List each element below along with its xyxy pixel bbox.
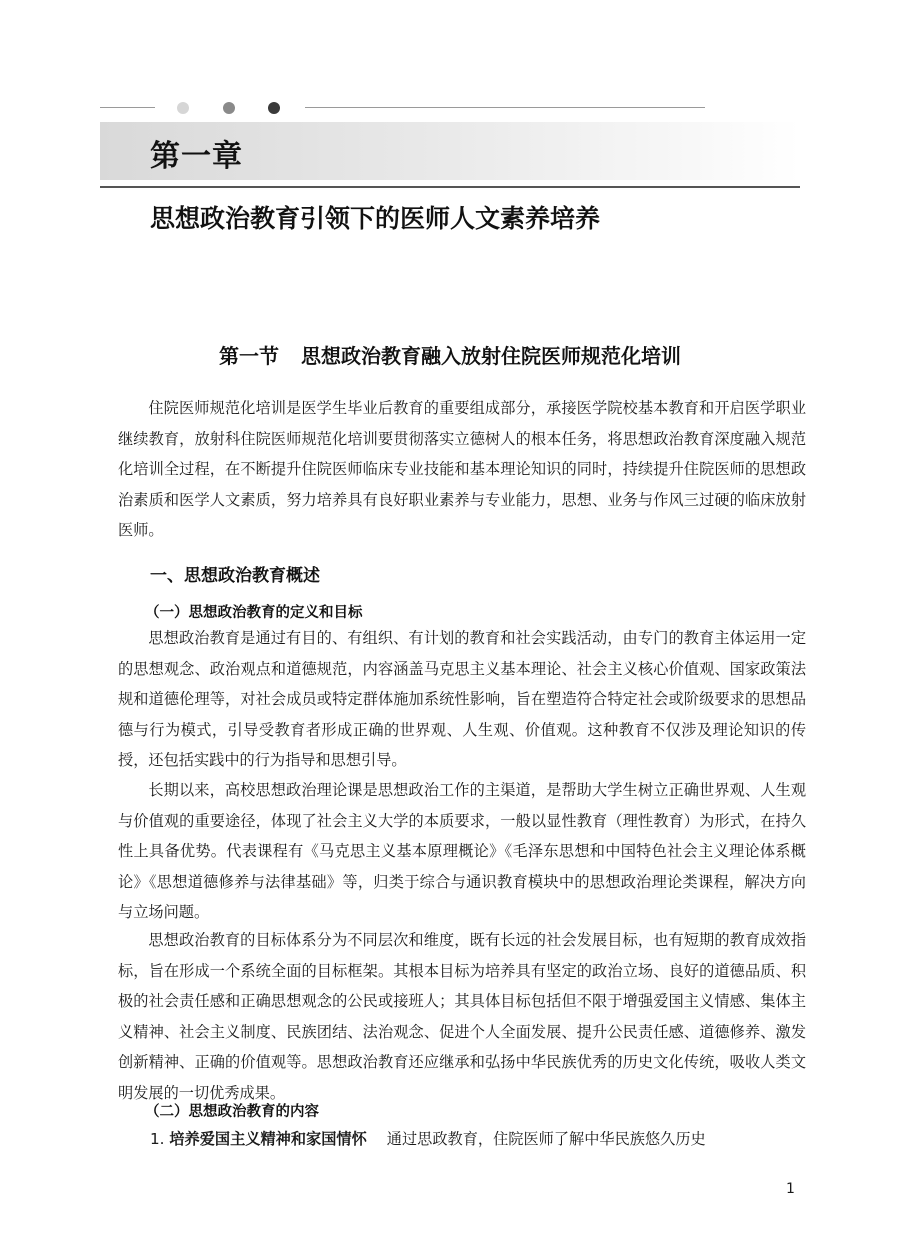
decorative-dot-dark	[268, 102, 280, 114]
item-heading: 培养爱国主义精神和家国情怀	[169, 1130, 367, 1148]
item-number: 1.	[150, 1130, 165, 1148]
definition-paragraph: 思想政治教育是通过有目的、有组织、有计划的教育和社会实践活动，由专门的教育主体运用一定的思想观念、政治观点和道德规范，内容涵盖马克思主义基本理论、社会主义核心价值观、国家政策法规和道德伦理等，对社会成员或特定群体施加系统性影响，旨在塑造符合特定社会或阶级要求的思想品德与行为模式，引导受教育者形成正确的世界观、人生观、价值观。这种教育不仅涉及理论知识的传授，还包括实践中的行为指导和思想引导。	[118, 629, 806, 769]
subheading-definition: （一）思想政治教育的定义和目标	[145, 605, 363, 621]
header-rule-left	[100, 107, 155, 108]
intro-paragraph: 住院医师规范化培训是医学生毕业后教育的重要组成部分，承接医学院校基本教育和开启医学职业继续教育，放射科住院医师规范化培训要贯彻落实立德树人的根本任务，将思想政治教育深度融入规范化培训全过程，在不断提升住院医师临床专业技能和基本理论知识的同时，持续提升住院医师的思想政治素质和医学人文素质，努力培养具有良好职业素养与专业能力，思想、业务与作风三过硬的临床放射医师。	[118, 399, 806, 539]
chapter-label: 第一章	[150, 139, 243, 174]
subheading-content: （二）思想政治教育的内容	[145, 1104, 319, 1120]
section-title-text: 思想政治教育融入放射住院医师规范化培训	[301, 344, 681, 368]
item-text: 通过思政教育，住院医师了解中华民族悠久历史	[386, 1130, 706, 1148]
decorative-dot-light	[177, 102, 189, 114]
decorative-dot-medium	[223, 102, 235, 114]
chapter-divider	[100, 186, 800, 188]
section-number: 第一节	[219, 344, 279, 368]
chapter-title: 思想政治教育引领下的医师人文素养培养	[150, 204, 601, 233]
goals-paragraph: 思想政治教育的目标体系分为不同层次和维度，既有长远的社会发展目标，也有短期的教育成效指标，旨在形成一个系统全面的目标框架。其根本目标为培养具有坚定的政治立场、良好的道德品质、积极的社会责任感和正确思想观念的公民或接班人；其具体目标包括但不限于增强爱国主义情感、集体主义精神、社会主义制度、民族团结、法治观念、促进个人全面发展、提升公民责任感、道德修养、激发创新精神、正确的价值观等。思想政治教育还应继承和弘扬中华民族优秀的历史文化传统，吸收人类文明发展的一切优秀成果。	[118, 931, 806, 1102]
header-rule-right	[305, 107, 705, 108]
content-item-1	[150, 1124, 806, 1155]
page-number: 1	[786, 1181, 795, 1197]
heading-overview: 一、思想政治教育概述	[150, 566, 320, 586]
course-paragraph: 长期以来，高校思想政治理论课是思想政治工作的主渠道，是帮助大学生树立正确世界观、人生观与价值观的重要途径，体现了社会主义大学的本质要求，一般以显性教育（理性教育）为形式，在持久性上具备优势。代表课程有《马克思主义基本原理概论》《毛泽东思想和中国特色社会主义理论体系概论》《思想道德修养与法律基础》等，归类于综合与通识教育模块中的思想政治理论类课程，解决方向与立场问题。	[118, 781, 806, 921]
section-title	[0, 340, 900, 369]
